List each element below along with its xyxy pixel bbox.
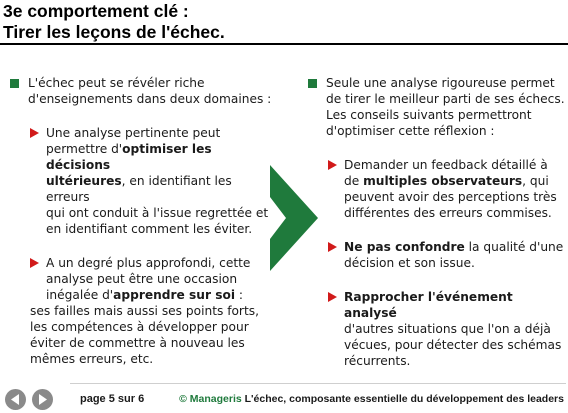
red-triangle-bullet-icon bbox=[30, 128, 39, 138]
footer-caption bbox=[179, 393, 564, 405]
emphasis-text: optimiser les décisions bbox=[46, 142, 212, 172]
item-line: décision et son issue. bbox=[344, 256, 475, 270]
green-square-bullet-icon bbox=[10, 79, 19, 88]
item-line: inégalée d'apprendre sur soi : bbox=[46, 288, 243, 302]
slide-title bbox=[3, 1, 563, 43]
right-item-compare bbox=[328, 289, 566, 369]
left-item-learn-self bbox=[30, 255, 272, 367]
item-line: Une analyse pertinente peut bbox=[46, 126, 221, 140]
item-line: analyse peut être une occasion bbox=[46, 272, 238, 286]
left-item-optimize bbox=[30, 125, 272, 237]
title-line-2: Tirer les leçons de l'échec. bbox=[3, 22, 225, 42]
right-intro-line: d'optimiser cette réflexion : bbox=[326, 124, 495, 138]
right-intro-line: Les conseils suivants permettront bbox=[326, 108, 532, 122]
item-line: ses failles mais aussi ses points forts, bbox=[30, 304, 259, 318]
title-divider bbox=[0, 43, 568, 45]
item-line: Demander un feedback détaillé à bbox=[344, 158, 548, 172]
course-title: L'échec, composante essentielle du développement des leaders bbox=[244, 393, 564, 405]
item-line: éviter de commettre à nouveau les bbox=[30, 336, 245, 350]
item-line: mêmes erreurs, etc. bbox=[30, 352, 154, 366]
item-line: différentes des erreurs commises. bbox=[344, 206, 552, 220]
next-page-button[interactable] bbox=[32, 389, 53, 410]
right-item-feedback bbox=[328, 157, 566, 221]
right-intro-line: de tirer le meilleur parti de ses échecs. bbox=[326, 92, 565, 106]
emphasis-text: apprendre sur soi bbox=[113, 288, 236, 302]
footer-divider bbox=[70, 383, 566, 384]
previous-page-button[interactable] bbox=[5, 389, 26, 410]
item-line: récurrents. bbox=[344, 354, 411, 368]
copyright-text: © Manageris bbox=[179, 393, 242, 405]
item-line: en identifiant comment les éviter. bbox=[46, 222, 253, 236]
next-arrow-icon bbox=[32, 389, 53, 410]
item-line: A un degré plus approfondi, cette bbox=[46, 256, 251, 270]
right-item-confound bbox=[328, 239, 566, 271]
title-line-1: 3e comportement clé : bbox=[3, 1, 189, 21]
item-line: vécues, pour détecter des schémas bbox=[344, 338, 562, 352]
right-intro-line: Seule une analyse rigoureuse permet bbox=[326, 76, 555, 90]
red-triangle-bullet-icon bbox=[30, 258, 39, 268]
left-intro bbox=[10, 75, 272, 107]
right-intro bbox=[308, 75, 566, 139]
emphasis-text: ultérieures bbox=[46, 174, 122, 188]
item-line bbox=[344, 289, 566, 321]
left-column bbox=[10, 75, 272, 367]
item-line: de multiples observateurs, qui bbox=[344, 174, 549, 188]
item-line: d'autres situations que l'on a déjà bbox=[344, 322, 551, 336]
item-line: ultérieures, en identifiant les erreurs bbox=[46, 174, 232, 204]
red-triangle-bullet-icon bbox=[328, 160, 337, 170]
right-column bbox=[308, 75, 566, 369]
item-line: qui ont conduit à l'issue regrettée et bbox=[46, 206, 269, 220]
green-square-bullet-icon bbox=[308, 79, 317, 88]
left-intro-line: L'échec peut se révéler riche bbox=[28, 76, 205, 90]
item-line: peuvent avoir des perceptions très bbox=[344, 190, 557, 204]
emphasis-text: multiples observateurs bbox=[363, 174, 523, 188]
left-intro-line: d'enseignements dans deux domaines : bbox=[28, 92, 272, 106]
item-line: permettre d'optimiser les décisions bbox=[46, 142, 212, 172]
previous-arrow-icon bbox=[5, 389, 26, 410]
emphasis-text: Rapprocher l'événement analysé bbox=[344, 290, 513, 320]
red-triangle-bullet-icon bbox=[328, 292, 337, 302]
red-triangle-bullet-icon bbox=[328, 242, 337, 252]
item-line: Ne pas confondre la qualité d'une bbox=[344, 240, 564, 254]
emphasis-text: Ne pas confondre bbox=[344, 240, 465, 254]
page-indicator: page 5 sur 6 bbox=[80, 393, 145, 405]
item-line: les compétences à développer pour bbox=[30, 320, 249, 334]
